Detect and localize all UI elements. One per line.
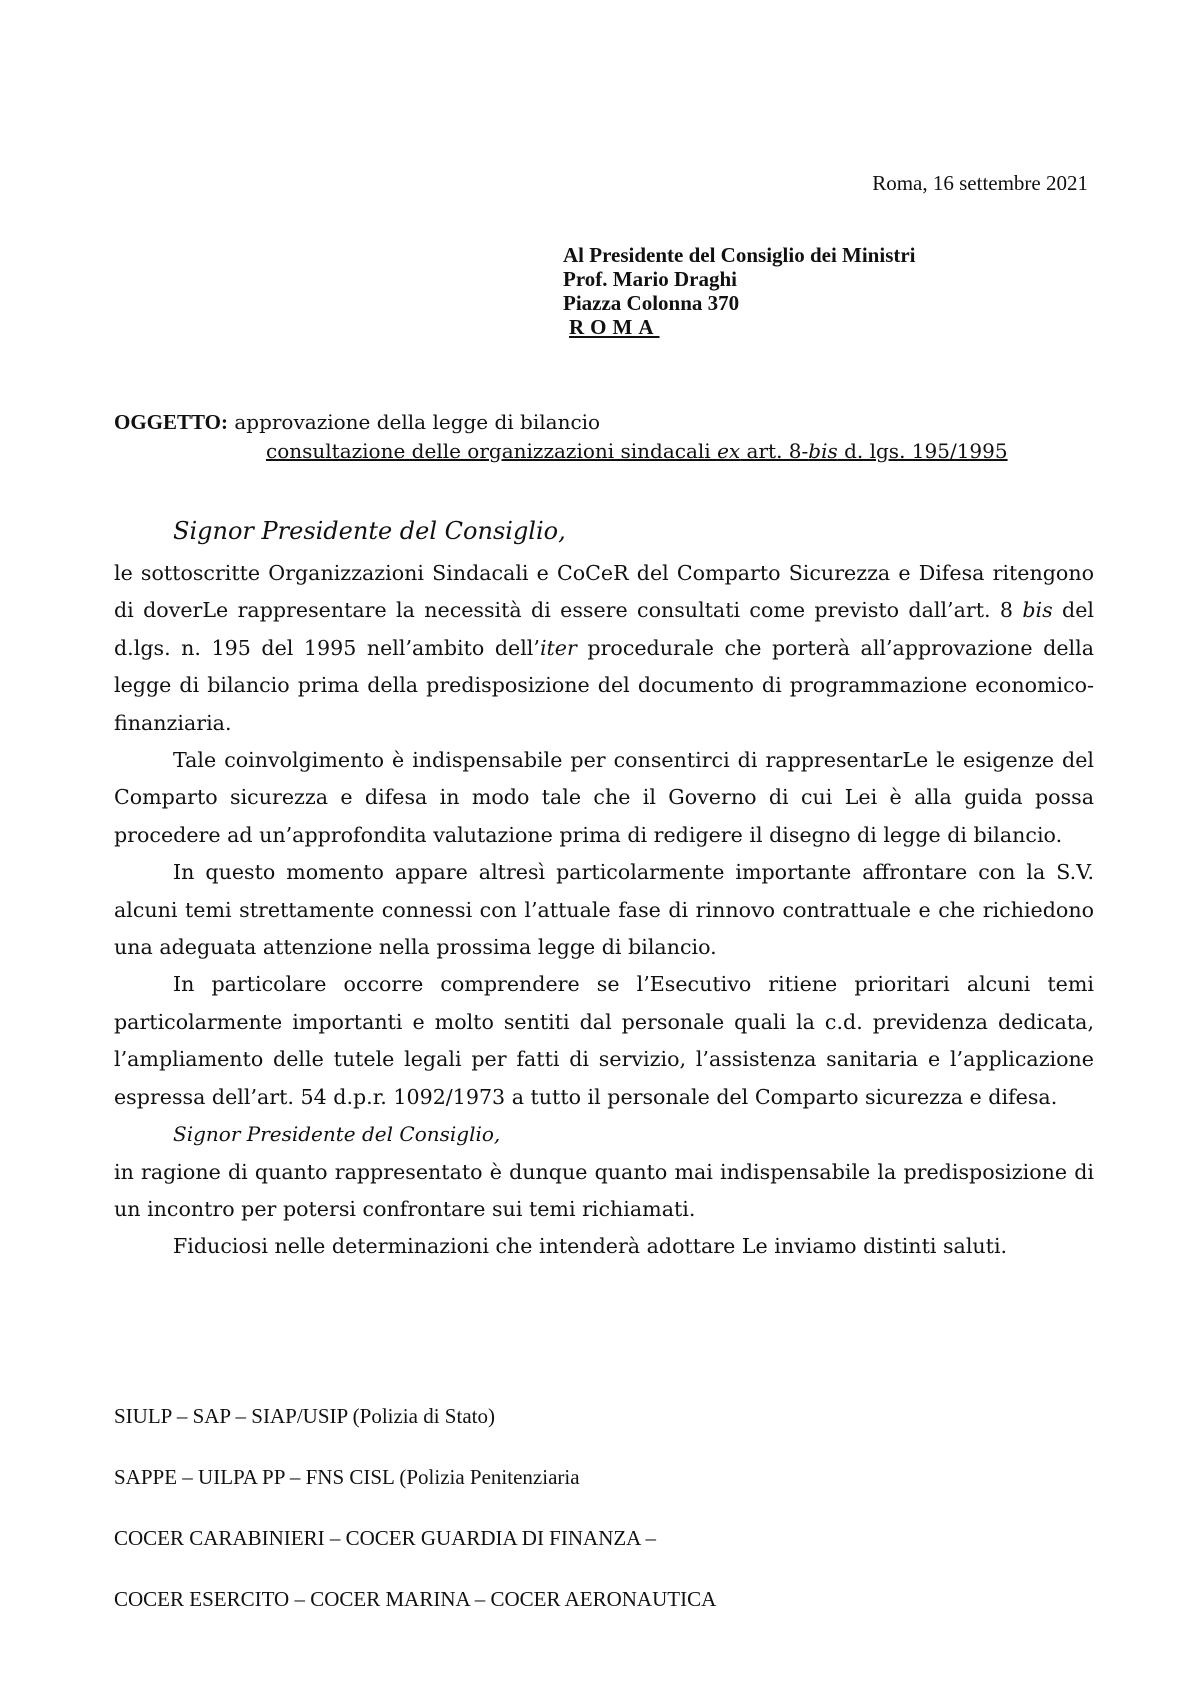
addressee-block	[563, 243, 916, 339]
addressee-line-name: Prof. Mario Draghi	[563, 267, 737, 291]
addressee-city: ROMA	[569, 315, 660, 339]
addressee-line-address: Piazza Colonna 370	[563, 291, 740, 315]
signatories-list	[114, 1403, 716, 1647]
paragraph-1: le sottoscritte Organizzazioni Sindacali e CoCeR del Comparto Sicurezza e Difesa ritengono di doverLe rappresentare la necessità di essere consultati come previsto dall’art. 8 bis del d.lgs. n. 195 del 1995 nell’ambito dell’iter procedurale che porterà all’approvazione della legge di bilancio prima della predisposizione del documento di programmazione economico-finanziaria.	[114, 561, 1094, 735]
letter-date: Roma, 16 settembre 2021	[872, 171, 1088, 195]
subject-line-1: approvazione della legge di bilancio	[234, 410, 601, 434]
paragraph-4: In particolare occorre comprendere se l’Esecutivo ritiene prioritari alcuni temi particolarmente importanti e molto sentiti dal personale quali la c.d. previdenza dedicata, l’ampliamento delle tutele legali per fatti di servizio, l’assistenza sanitaria e l’applicazione espressa dell’art. 54 d.p.r. 1092/1973 a tutto il personale del Comparto sicurezza e difesa.	[114, 972, 1094, 1109]
salutation-2: Signor Presidente del Consiglio,	[173, 1122, 501, 1147]
paragraph-3: In questo momento appare altresì particolarmente importante affrontare con la S.V. alcuni temi strettamente connessi con l’attuale fase di rinnovo contrattuale e che richiedono una adeguata attenzione nella prossima legge di bilancio.	[114, 860, 1094, 960]
addressee-line-title: Al Presidente del Consiglio dei Ministri	[563, 243, 916, 267]
subject-block	[114, 408, 1094, 466]
subject-label: OGGETTO:	[114, 410, 228, 434]
subject-line-2: consultazione delle organizzazioni sindacali ex art. 8-bis d. lgs. 195/1995	[266, 439, 1008, 463]
paragraph-2: Tale coinvolgimento è indispensabile per consentirci di rappresentarLe le esigenze del Comparto sicurezza e difesa in modo tale che il Governo di cui Lei è alla guida possa procedere ad un’approfondita valutazione prima di redigere il disegno di legge di bilancio.	[114, 748, 1094, 847]
signatory-line: SIULP – SAP – SIAP/USIP (Polizia di Stato)	[114, 1404, 495, 1428]
paragraph-6: Fiduciosi nelle determinazioni che intenderà adottare Le inviamo distinti saluti.	[173, 1234, 1008, 1259]
salutation: Signor Presidente del Consiglio,	[173, 517, 566, 545]
letter-body	[114, 555, 1094, 1266]
paragraph-5: in ragione di quanto rappresentato è dunque quanto mai indispensabile la predisposizione di un incontro per potersi confrontare sui temi richiamati.	[114, 1159, 1094, 1221]
signatory-line: COCER CARABINIERI – COCER GUARDIA DI FINANZA –	[114, 1526, 656, 1550]
signatory-line: COCER ESERCITO – COCER MARINA – COCER AERONAUTICA	[114, 1587, 717, 1611]
signatory-line: SAPPE – UILPA PP – FNS CISL (Polizia Penitenziaria	[114, 1465, 580, 1489]
